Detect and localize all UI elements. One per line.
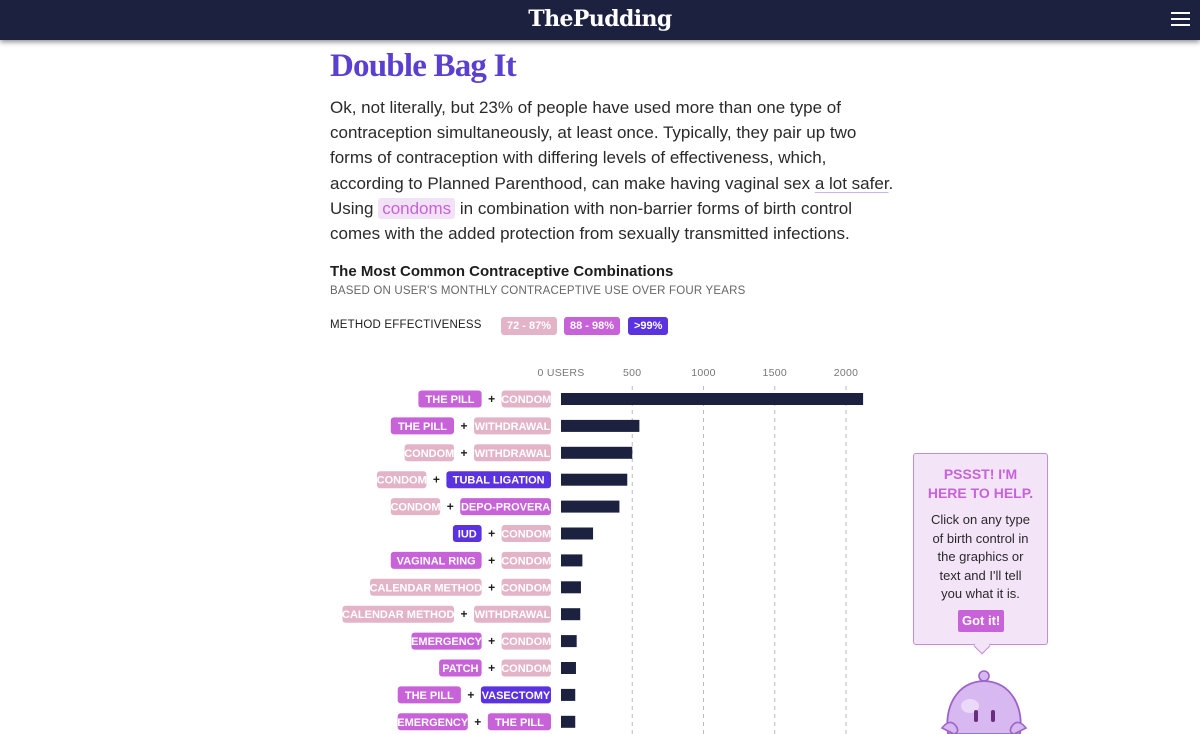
paragraph-line: Ok, not literally, but 23% of people have used more than one type of xyxy=(330,98,841,117)
condom-mascot-icon[interactable] xyxy=(930,668,1040,734)
plus-sign: + xyxy=(488,553,496,568)
data-bar[interactable] xyxy=(561,635,577,647)
plus-sign: + xyxy=(488,392,496,406)
paragraph-text: in combination with non-barrier forms of birth control xyxy=(455,198,853,218)
method-tag-label[interactable]: VAGINAL RING xyxy=(396,555,476,568)
paragraph-text: . xyxy=(888,173,894,193)
method-tag-label[interactable]: DEPO-PROVERA xyxy=(460,501,551,514)
method-tag-label[interactable]: CONDOM xyxy=(501,663,552,675)
method-tag-label[interactable]: CALENDAR METHOD xyxy=(342,609,455,622)
x-tick-label: 1000 xyxy=(691,367,716,379)
method-tag-label[interactable]: EMERGENCY xyxy=(411,636,483,649)
data-bar[interactable] xyxy=(561,420,639,432)
a-lot-safer-link[interactable]: a lot safer xyxy=(814,173,889,193)
data-bar[interactable] xyxy=(561,581,581,593)
method-tag-label[interactable]: CONDOM xyxy=(501,394,552,406)
chart-title: The Most Common Contraceptive Combinations xyxy=(330,263,674,280)
legend-chip-low[interactable]: 72 - 87% xyxy=(501,317,557,335)
help-body-line: the graphics or xyxy=(937,549,1024,565)
x-tick-label: 500 xyxy=(623,367,642,379)
method-tag-label[interactable]: WITHDRAWAL xyxy=(474,609,551,622)
help-body-line: text and I'll tell xyxy=(939,567,1022,583)
method-tag-label[interactable]: WITHDRAWAL xyxy=(474,447,551,460)
plus-sign: + xyxy=(488,580,496,595)
data-bar[interactable] xyxy=(561,474,627,486)
method-tag-label[interactable]: PATCH xyxy=(442,663,479,675)
legend-chip-high[interactable]: >99% xyxy=(628,317,668,335)
data-bar[interactable] xyxy=(561,528,593,540)
plus-sign: + xyxy=(488,661,496,675)
method-tag-label[interactable]: CONDOM xyxy=(390,501,441,514)
paragraph-text: according to Planned Parenthood, can make having vaginal sex xyxy=(330,173,815,193)
plus-sign: + xyxy=(460,418,468,433)
plus-sign: + xyxy=(446,499,454,514)
help-title-line: PSSST! I'M xyxy=(943,466,1018,482)
data-bar[interactable] xyxy=(561,662,576,674)
section-headline: Double Bag It xyxy=(330,48,516,84)
method-tag-label[interactable]: THE PILL xyxy=(494,716,544,729)
paragraph-line: forms of contraception with differing levels of effectiveness, which, xyxy=(330,148,827,168)
method-tag-label[interactable]: THE PILL xyxy=(397,420,447,433)
x-tick-label: 1500 xyxy=(762,367,788,379)
condoms-chip[interactable]: condoms xyxy=(378,198,455,219)
plus-sign: + xyxy=(488,634,496,649)
method-tag-label[interactable]: THE PILL xyxy=(404,689,454,702)
data-bar[interactable] xyxy=(561,689,575,701)
paragraph-text: Using xyxy=(330,198,379,218)
chart-subtitle: BASED ON USER'S MONTHLY CONTRACEPTIVE USE OVER FOUR YEARS xyxy=(330,285,746,297)
got-it-button[interactable]: Got it! xyxy=(958,610,1004,632)
effectiveness-legend-label: METHOD EFFECTIVENESS xyxy=(330,319,482,331)
method-tag-label[interactable]: CONDOM xyxy=(501,582,552,595)
help-title-line: HERE TO HELP. xyxy=(927,485,1034,501)
data-bar[interactable] xyxy=(561,447,632,459)
x-tick-label: 0 USERS xyxy=(537,367,585,379)
plus-sign: + xyxy=(460,445,468,460)
method-tag-label[interactable]: CONDOM xyxy=(501,555,552,568)
method-tag-label[interactable]: CALENDAR METHOD xyxy=(369,582,483,595)
data-bar[interactable] xyxy=(561,716,575,728)
plus-sign: + xyxy=(488,526,496,541)
plus-sign: + xyxy=(474,714,482,729)
method-tag-label[interactable]: CONDOM xyxy=(404,447,455,460)
data-bar[interactable] xyxy=(561,501,619,513)
help-body-line: Click on any type xyxy=(931,512,1030,527)
site-logo[interactable]: ThePudding xyxy=(528,6,672,32)
help-body-line: you what it is. xyxy=(941,586,1020,602)
plus-sign: + xyxy=(460,607,468,622)
hamburger-menu-icon[interactable] xyxy=(1171,12,1190,27)
method-tag-label[interactable]: THE PILL xyxy=(425,394,475,406)
help-body xyxy=(914,511,1047,604)
legend-chip-mid[interactable]: 88 - 98% xyxy=(564,317,620,335)
method-tag-label[interactable]: VASECTOMY xyxy=(481,689,551,702)
paragraph-line: contraception simultaneously, at least once. Typically, they pair up two xyxy=(330,123,857,143)
help-title xyxy=(914,465,1047,503)
data-bar[interactable] xyxy=(561,608,580,620)
plus-sign: + xyxy=(467,687,475,702)
paragraph-line: comes with the added protection from sexually transmitted infections. xyxy=(330,223,850,243)
help-body-line: of birth control in xyxy=(932,530,1029,546)
data-bar[interactable] xyxy=(561,554,582,566)
method-tag-label[interactable]: CONDOM xyxy=(501,528,552,541)
method-tag-label[interactable]: WITHDRAWAL xyxy=(474,420,551,433)
plus-sign: + xyxy=(432,472,440,487)
method-tag-label[interactable]: CONDOM xyxy=(376,474,427,487)
method-tag-label[interactable]: TUBAL LIGATION xyxy=(452,474,545,487)
top-navigation-bar xyxy=(0,0,1200,40)
method-tag-label[interactable]: IUD xyxy=(457,528,477,541)
method-tag-label[interactable]: CONDOM xyxy=(501,636,552,649)
x-tick-label: 2000 xyxy=(833,367,859,379)
help-tooltip xyxy=(913,453,1048,645)
data-bar[interactable] xyxy=(561,393,863,405)
method-tag-label[interactable]: EMERGENCY xyxy=(397,716,469,729)
